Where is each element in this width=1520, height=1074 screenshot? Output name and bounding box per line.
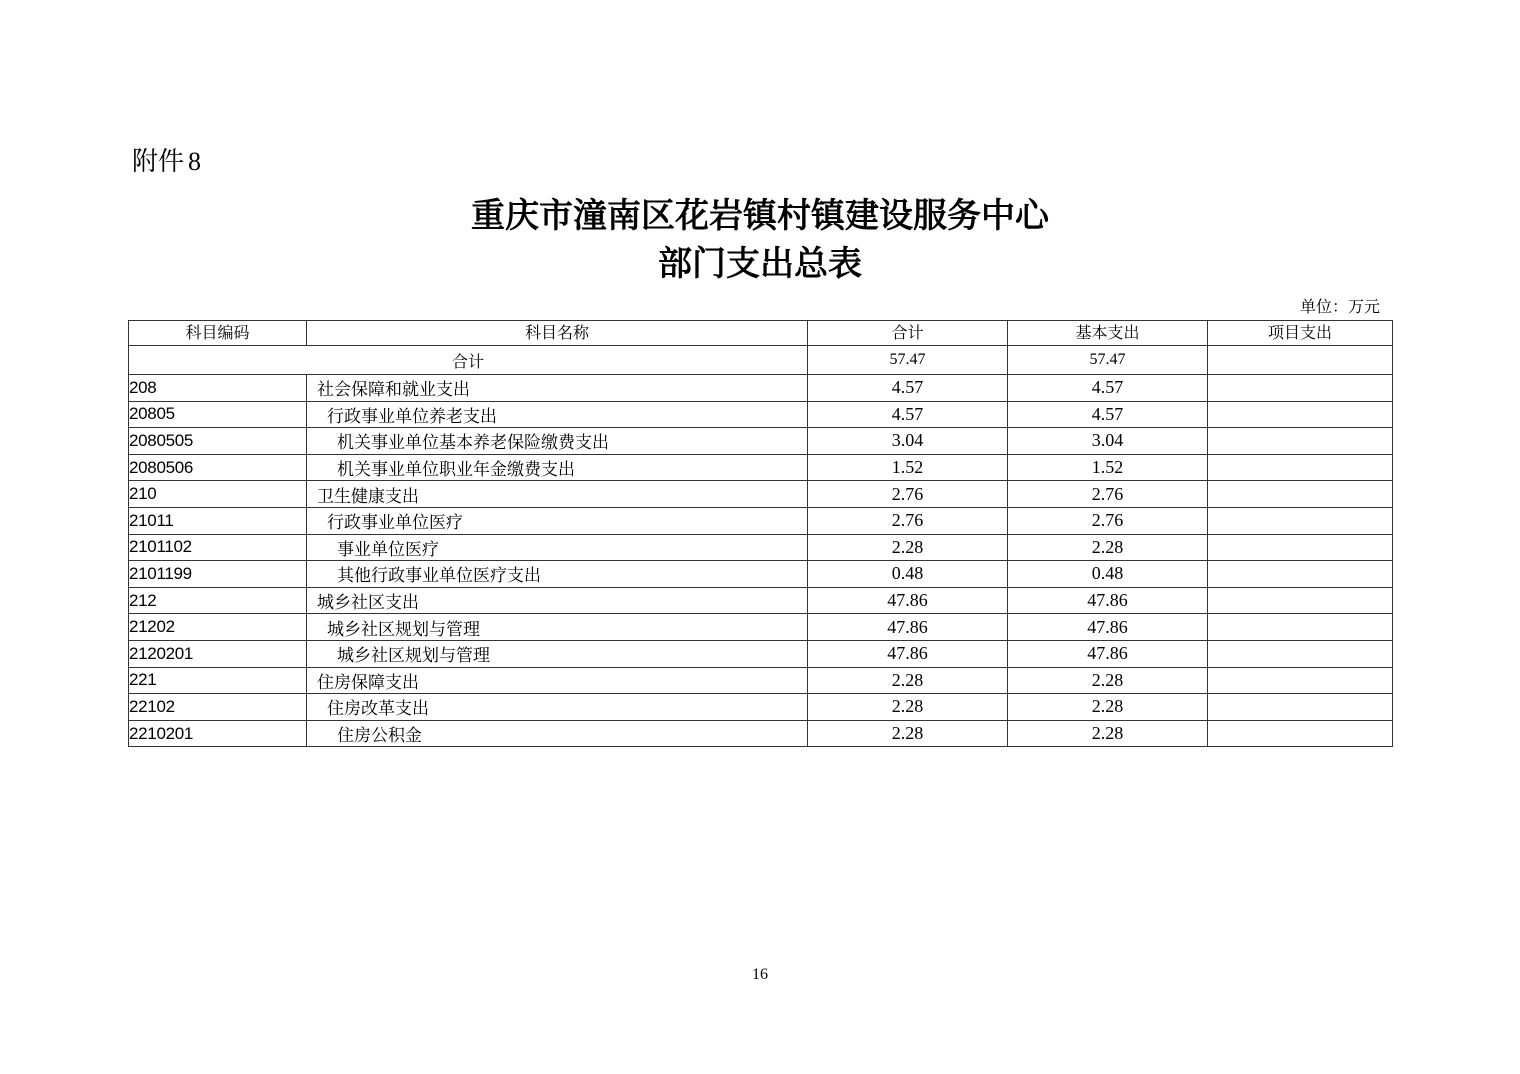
cell-name: 卫生健康支出 bbox=[307, 481, 808, 508]
cell-name: 事业单位医疗 bbox=[307, 534, 808, 561]
cell-project bbox=[1208, 667, 1393, 694]
table-row bbox=[129, 561, 1393, 588]
attachment-number: 8 bbox=[188, 147, 202, 176]
expenditure-table bbox=[128, 320, 1393, 747]
cell-code: 20805 bbox=[129, 401, 307, 428]
cell-project bbox=[1208, 694, 1393, 721]
cell-name: 机关事业单位职业年金缴费支出 bbox=[307, 454, 808, 481]
header-project: 项目支出 bbox=[1208, 321, 1393, 346]
cell-project bbox=[1208, 454, 1393, 481]
document-title-line1: 重庆市潼南区花岩镇村镇建设服务中心 bbox=[471, 196, 1049, 236]
total-basic: 57.47 bbox=[1008, 346, 1208, 375]
table-row bbox=[129, 694, 1393, 721]
cell-total: 2.76 bbox=[808, 481, 1008, 508]
cell-name: 其他行政事业单位医疗支出 bbox=[307, 561, 808, 588]
cell-code: 208 bbox=[129, 375, 307, 402]
cell-project bbox=[1208, 481, 1393, 508]
table-row bbox=[129, 534, 1393, 561]
cell-total: 2.28 bbox=[808, 694, 1008, 721]
cell-basic: 2.28 bbox=[1008, 694, 1208, 721]
cell-name: 机关事业单位基本养老保险缴费支出 bbox=[307, 428, 808, 455]
cell-name: 城乡社区支出 bbox=[307, 587, 808, 614]
cell-project bbox=[1208, 587, 1393, 614]
document-title-line2: 部门支出总表 bbox=[658, 244, 862, 284]
table-header-row bbox=[129, 321, 1393, 346]
cell-code: 2101199 bbox=[129, 561, 307, 588]
cell-project bbox=[1208, 720, 1393, 747]
table-row bbox=[129, 720, 1393, 747]
cell-basic: 47.86 bbox=[1008, 614, 1208, 641]
cell-code: 22102 bbox=[129, 694, 307, 721]
header-name: 科目名称 bbox=[307, 321, 808, 346]
table-row bbox=[129, 401, 1393, 428]
cell-basic: 47.86 bbox=[1008, 640, 1208, 667]
header-code: 科目编码 bbox=[129, 321, 307, 346]
cell-basic: 4.57 bbox=[1008, 375, 1208, 402]
cell-basic: 2.76 bbox=[1008, 481, 1208, 508]
cell-code: 2120201 bbox=[129, 640, 307, 667]
cell-project bbox=[1208, 534, 1393, 561]
unit-label: 单位：万元 bbox=[1299, 297, 1380, 316]
total-project bbox=[1208, 346, 1393, 375]
cell-basic: 3.04 bbox=[1008, 428, 1208, 455]
cell-name: 行政事业单位医疗 bbox=[307, 507, 808, 534]
cell-basic: 2.28 bbox=[1008, 720, 1208, 747]
cell-code: 2080506 bbox=[129, 454, 307, 481]
cell-code: 212 bbox=[129, 587, 307, 614]
header-total: 合计 bbox=[808, 321, 1008, 346]
cell-code: 2210201 bbox=[129, 720, 307, 747]
cell-total: 4.57 bbox=[808, 401, 1008, 428]
cell-code: 2101102 bbox=[129, 534, 307, 561]
cell-total: 2.28 bbox=[808, 720, 1008, 747]
cell-project bbox=[1208, 561, 1393, 588]
cell-basic: 2.28 bbox=[1008, 534, 1208, 561]
total-row bbox=[129, 346, 1393, 375]
cell-basic: 47.86 bbox=[1008, 587, 1208, 614]
cell-name: 住房改革支出 bbox=[307, 694, 808, 721]
cell-name: 住房公积金 bbox=[307, 720, 808, 747]
cell-project bbox=[1208, 375, 1393, 402]
cell-code: 21011 bbox=[129, 507, 307, 534]
cell-basic: 2.76 bbox=[1008, 507, 1208, 534]
cell-name: 住房保障支出 bbox=[307, 667, 808, 694]
cell-total: 1.52 bbox=[808, 454, 1008, 481]
cell-project bbox=[1208, 614, 1393, 641]
cell-total: 47.86 bbox=[808, 614, 1008, 641]
cell-name: 社会保障和就业支出 bbox=[307, 375, 808, 402]
table-row bbox=[129, 507, 1393, 534]
cell-name: 行政事业单位养老支出 bbox=[307, 401, 808, 428]
attachment-text: 附件 bbox=[132, 147, 185, 177]
total-total: 57.47 bbox=[808, 346, 1008, 375]
table-row bbox=[129, 481, 1393, 508]
cell-name: 城乡社区规划与管理 bbox=[307, 640, 808, 667]
cell-project bbox=[1208, 640, 1393, 667]
cell-project bbox=[1208, 507, 1393, 534]
cell-basic: 2.28 bbox=[1008, 667, 1208, 694]
total-label: 合计 bbox=[129, 346, 808, 375]
cell-basic: 1.52 bbox=[1008, 454, 1208, 481]
cell-total: 47.86 bbox=[808, 640, 1008, 667]
cell-total: 3.04 bbox=[808, 428, 1008, 455]
cell-total: 47.86 bbox=[808, 587, 1008, 614]
table-row bbox=[129, 667, 1393, 694]
cell-basic: 0.48 bbox=[1008, 561, 1208, 588]
cell-project bbox=[1208, 428, 1393, 455]
cell-total: 2.76 bbox=[808, 507, 1008, 534]
cell-total: 2.28 bbox=[808, 534, 1008, 561]
cell-basic: 4.57 bbox=[1008, 401, 1208, 428]
cell-code: 2080505 bbox=[129, 428, 307, 455]
table-row bbox=[129, 640, 1393, 667]
cell-total: 2.28 bbox=[808, 667, 1008, 694]
table-row bbox=[129, 428, 1393, 455]
cell-code: 210 bbox=[129, 481, 307, 508]
table-row bbox=[129, 454, 1393, 481]
page-number: 16 bbox=[752, 966, 768, 983]
cell-code: 221 bbox=[129, 667, 307, 694]
cell-name: 城乡社区规划与管理 bbox=[307, 614, 808, 641]
cell-total: 4.57 bbox=[808, 375, 1008, 402]
cell-total: 0.48 bbox=[808, 561, 1008, 588]
table-row bbox=[129, 614, 1393, 641]
table-row bbox=[129, 375, 1393, 402]
header-basic: 基本支出 bbox=[1008, 321, 1208, 346]
table-row bbox=[129, 587, 1393, 614]
cell-project bbox=[1208, 401, 1393, 428]
cell-code: 21202 bbox=[129, 614, 307, 641]
attachment-label bbox=[132, 146, 201, 178]
